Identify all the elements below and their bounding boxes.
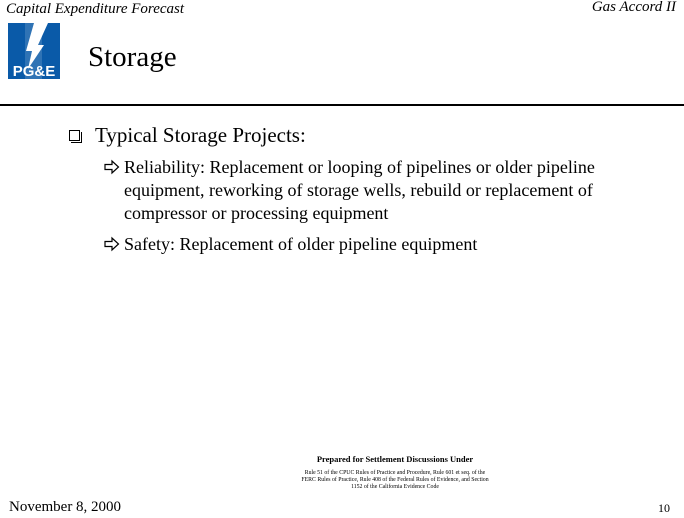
subitem-reliability [104,156,624,225]
pge-logo [8,23,60,79]
header-right-title: Gas Accord II [591,0,676,15]
main-bullet [69,123,306,148]
subitem-safety [104,233,624,256]
footer-date: November 8, 2000 [9,499,122,515]
title-divider [0,104,684,106]
page-number: 10 [658,501,670,515]
arrow-bullet-icon [104,236,120,252]
footer-legal-line: 1152 of the California Evidence Code [351,484,439,491]
header-left-title: Capital Expenditure Forecast [6,1,185,17]
arrow-bullet-icon [104,159,120,175]
footer-legal-line: Rule 51 of the CPUC Rules of Practice and Procedure, Rule 601 et seq. of the [304,470,486,476]
subitem-text: Safety: Replacement of older pipeline equipment [124,234,478,254]
footer-legal-line: FERC Rules of Practice, Rule 408 of the Federal Rules of Evidence, and Section [301,477,489,484]
subitem-text: Reliability: Replacement or looping of pipelines or older pipeline equipment, reworking of storage wells, rebuild or replacement of compressor or processing equipment [124,157,595,223]
slide-title: Storage [88,41,177,73]
checkbox-bullet-icon [69,130,80,141]
logo-text: PG&E [12,63,56,79]
footer-legal-title: Prepared for Settlement Discussions Under [316,454,474,464]
main-bullet-text: Typical Storage Projects: [95,123,306,147]
footer-legal-notice [262,454,528,492]
